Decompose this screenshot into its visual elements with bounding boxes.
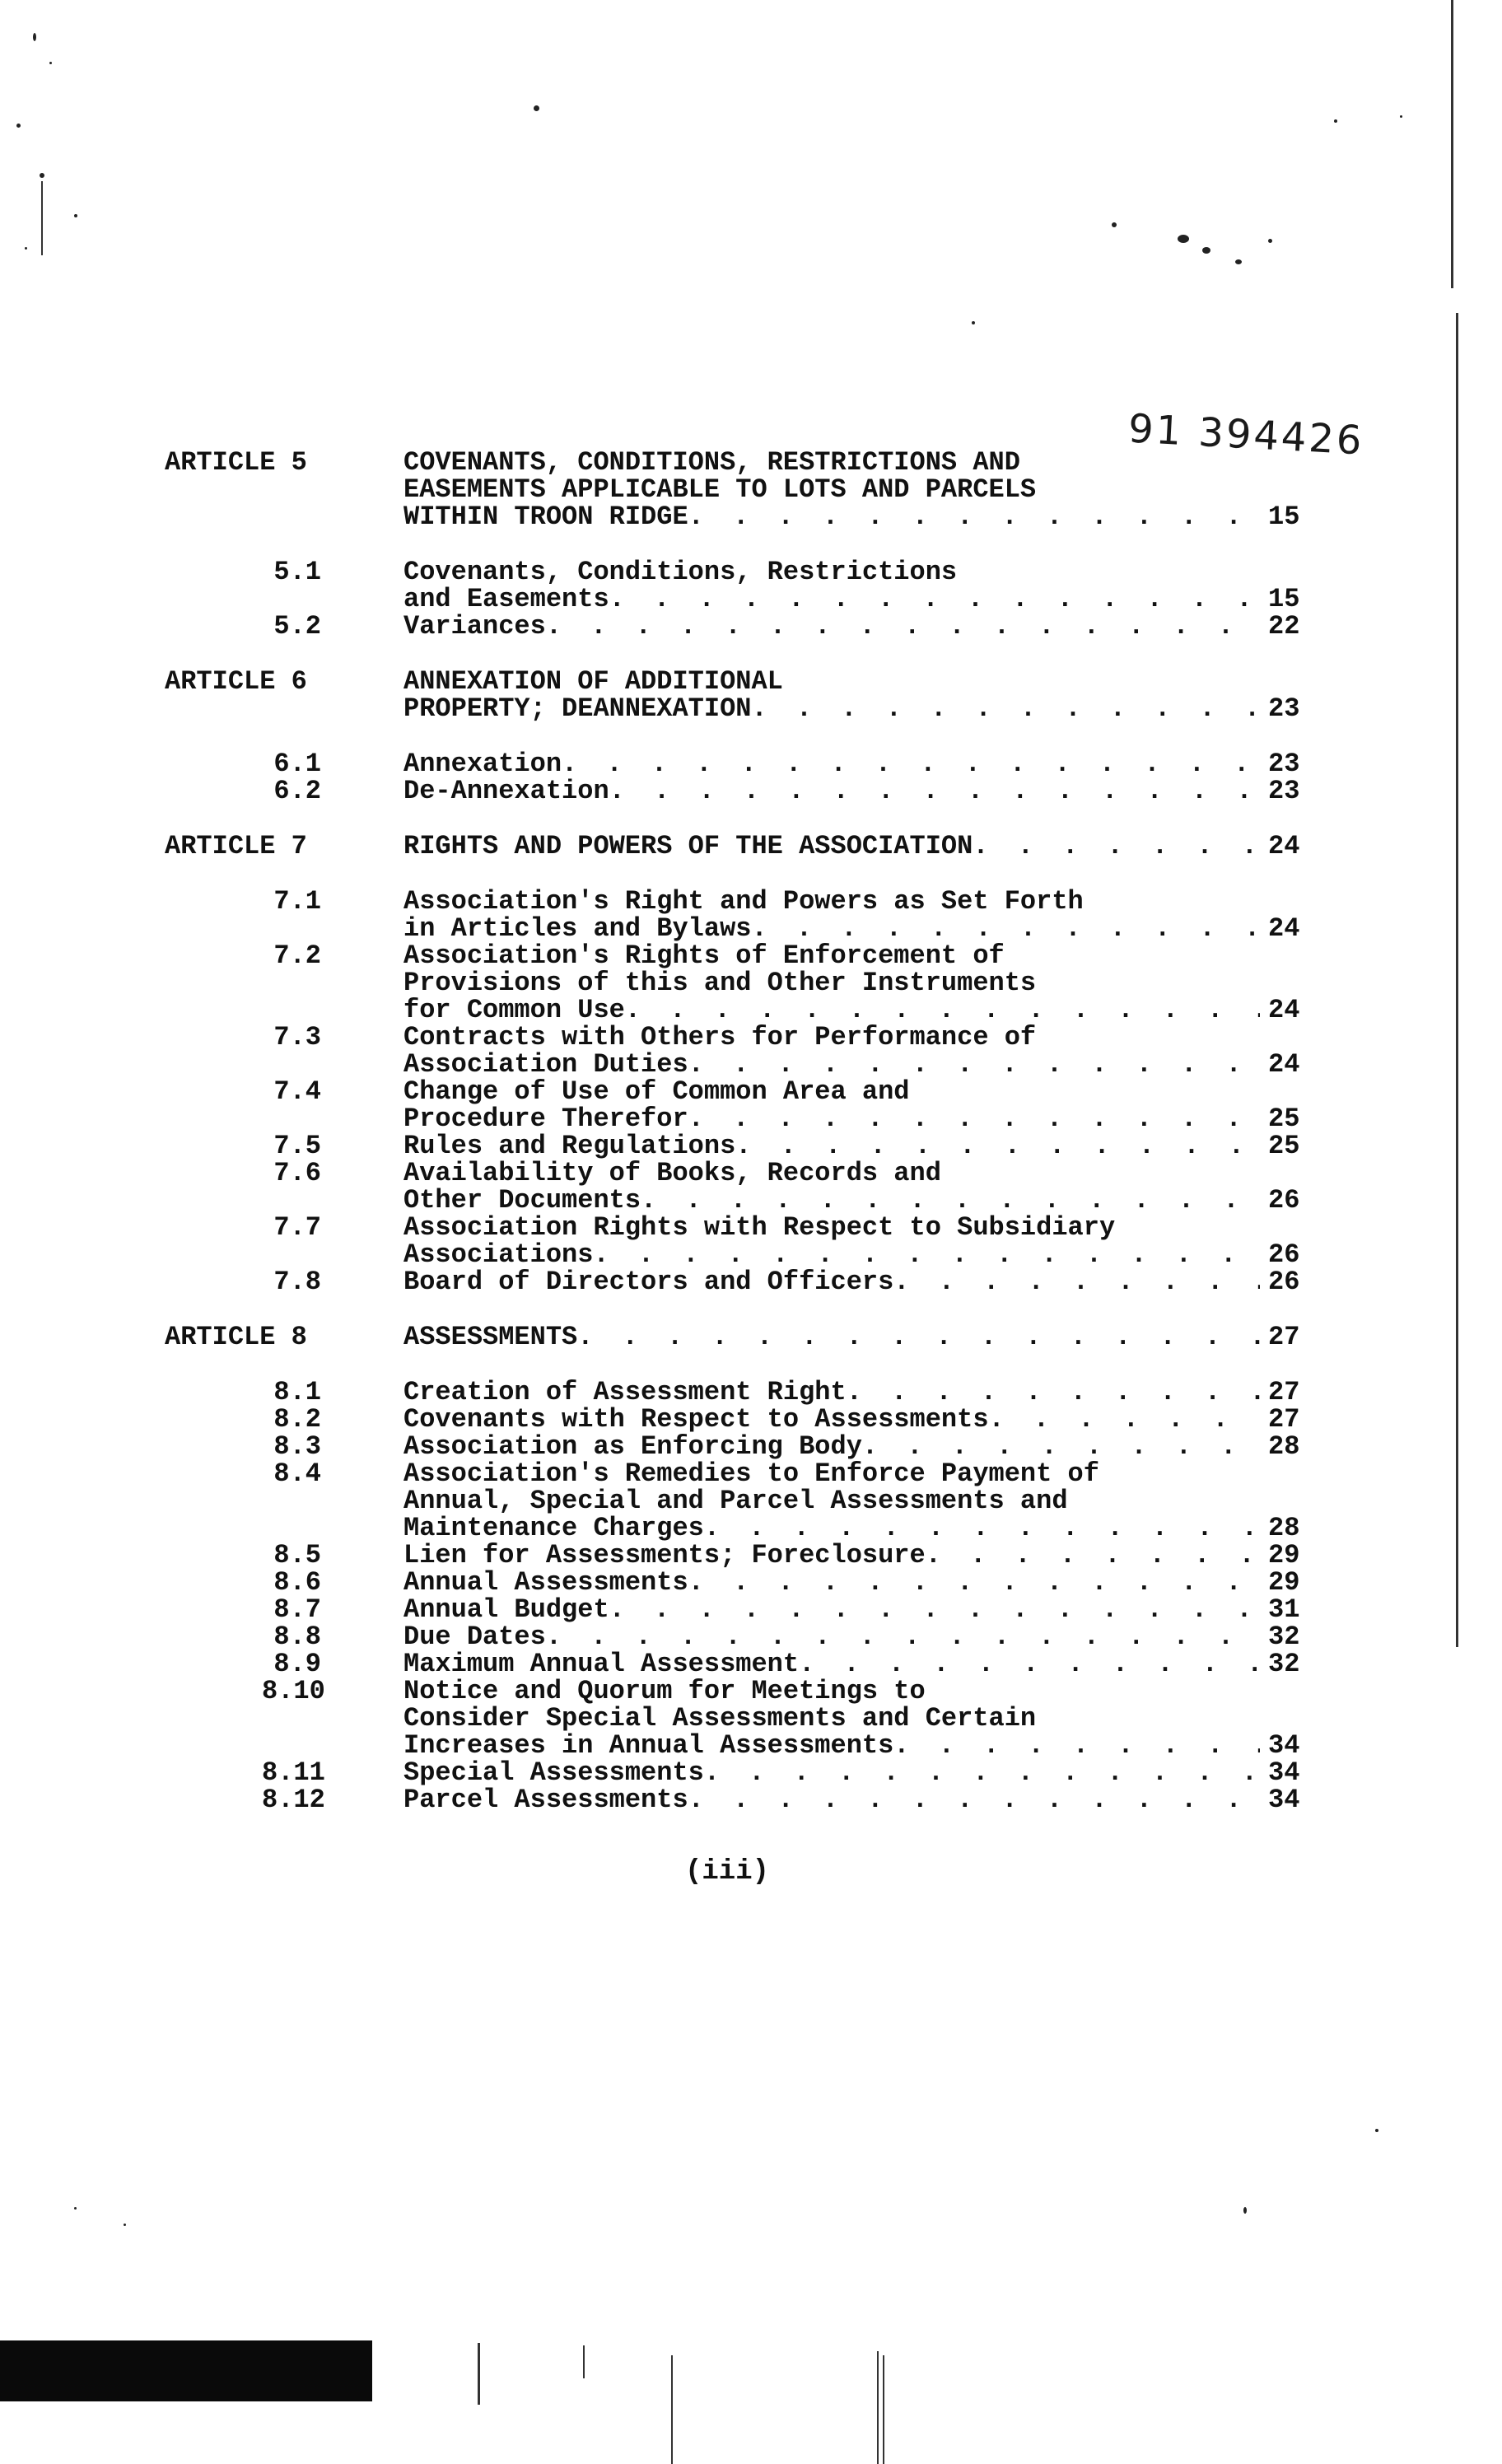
toc-page-number: 15	[1268, 502, 1300, 532]
toc-entry-number: 7.5	[273, 1131, 321, 1161]
document-number-stamp: 91 394426	[1126, 405, 1365, 464]
toc-entry-title	[403, 1024, 1309, 1078]
toc-entry-title	[403, 1406, 1309, 1433]
leader-dots	[735, 1132, 1260, 1160]
toc-entry-number: 8.6	[273, 1567, 321, 1598]
toc-entry-number: 8.12	[262, 1785, 325, 1815]
leader-dots	[751, 915, 1260, 942]
toc-page-number: 29	[1268, 1540, 1300, 1570]
toc-entry-number: 7.6	[273, 1158, 321, 1188]
toc-entry-title	[403, 1323, 1309, 1351]
leader-dots	[641, 1187, 1260, 1214]
leader-dots	[609, 777, 1260, 805]
toc-entry-title	[403, 888, 1309, 942]
toc-title-line: Association's Right and Powers as Set Forth	[403, 888, 1084, 915]
leader-dots	[688, 1786, 1260, 1813]
toc-title-line: Associations	[403, 1241, 594, 1268]
page-number: (iii)	[685, 1856, 770, 1888]
leader-dots	[546, 1623, 1260, 1650]
toc-entry-title	[403, 1650, 1309, 1678]
leader-dots	[688, 1051, 1260, 1078]
leader-dots	[847, 1379, 1260, 1406]
toc-title-line: Procedure Therefor	[403, 1105, 688, 1132]
leader-dots	[893, 1732, 1260, 1759]
toc-entry-number: 8.8	[273, 1622, 321, 1652]
toc-entry-title	[403, 1268, 1309, 1295]
toc-page-number: 26	[1268, 1239, 1300, 1270]
toc-entry-title	[403, 1623, 1309, 1650]
toc-entry-number: 8.4	[273, 1458, 321, 1489]
toc-title-line: Covenants, Conditions, Restrictions	[403, 558, 958, 586]
leader-dots	[688, 1105, 1260, 1132]
toc-title-line: Rules and Regulations	[403, 1132, 736, 1160]
leader-dots	[609, 1596, 1260, 1623]
leader-dots	[593, 1241, 1260, 1268]
toc-title-line: WITHIN TROON RIDGE	[403, 503, 688, 530]
toc-page-number: 24	[1268, 913, 1300, 944]
toc-page-number: 28	[1268, 1513, 1300, 1543]
toc-title-line: Creation of Assessment Right	[403, 1379, 847, 1406]
toc-entry-title	[403, 750, 1309, 777]
toc-page-number: 32	[1268, 1622, 1300, 1652]
toc-entry-number: 7.2	[273, 940, 321, 971]
toc-page-number: 26	[1268, 1267, 1300, 1297]
toc-entry-title	[403, 1214, 1309, 1268]
toc-entry-number: 7.1	[273, 886, 321, 917]
toc-entry-title	[403, 1460, 1309, 1542]
toc-title-line: ASSESSMENTS	[403, 1323, 578, 1351]
toc-entry-number: 6.1	[273, 749, 321, 779]
toc-title-line: for Common Use	[403, 996, 625, 1024]
toc-page-number: 24	[1268, 831, 1300, 861]
toc-title-line: Annual, Special and Parcel Assessments and	[403, 1487, 1068, 1514]
toc-title-line: Covenants with Respect to Assessments	[403, 1406, 989, 1433]
toc-entry-number: 8.11	[262, 1757, 325, 1788]
toc-title-line: Other Documents	[403, 1187, 641, 1214]
toc-entry-number: 7.4	[273, 1076, 321, 1107]
leader-dots	[704, 1514, 1260, 1542]
toc-entry-number: 5.2	[273, 611, 321, 642]
toc-title-line: Board of Directors and Officers	[403, 1268, 894, 1295]
toc-entry-number: 6.2	[273, 776, 321, 806]
toc-entry-title	[403, 777, 1309, 805]
toc-title-line: Contracts with Others for Performance of	[403, 1024, 1037, 1051]
toc-page-number: 23	[1268, 776, 1300, 806]
toc-entry-number: ARTICLE 6	[165, 666, 307, 697]
toc-entry-number: ARTICLE 7	[165, 831, 307, 861]
toc-entry-title	[403, 1078, 1309, 1132]
leader-dots	[577, 1323, 1260, 1351]
toc-title-line: Notice and Quorum for Meetings to	[403, 1678, 926, 1705]
toc-entry-number: 8.2	[273, 1404, 321, 1435]
toc-title-line: Annexation	[403, 750, 562, 777]
toc-title-line: De-Annexation	[403, 777, 609, 805]
leader-dots	[799, 1650, 1260, 1678]
toc-page-number: 22	[1268, 611, 1300, 642]
toc-entry-title	[403, 1542, 1309, 1569]
toc-page-number: 27	[1268, 1404, 1300, 1435]
toc-entry-number: 5.1	[273, 557, 321, 587]
leader-dots	[688, 1569, 1260, 1596]
toc-title-line: Due Dates	[403, 1623, 546, 1650]
toc-entry-number: 8.3	[273, 1431, 321, 1462]
toc-entry-title	[403, 1786, 1309, 1813]
toc-entry-title	[403, 449, 1309, 530]
toc-title-line: Association Duties	[403, 1051, 688, 1078]
toc-title-line: Increases in Annual Assessments	[403, 1732, 894, 1759]
toc-entry-title	[403, 1433, 1309, 1460]
leader-dots	[926, 1542, 1260, 1569]
toc-entry-title	[403, 668, 1309, 722]
leader-dots	[625, 996, 1260, 1024]
toc-entry-number: ARTICLE 8	[165, 1322, 307, 1352]
toc-entry-title	[403, 1160, 1309, 1214]
toc-title-line: Change of Use of Common Area and	[403, 1078, 910, 1105]
toc-page-number: 29	[1268, 1567, 1300, 1598]
toc-page-number: 25	[1268, 1131, 1300, 1161]
toc-page-number: 31	[1268, 1594, 1300, 1625]
toc-entry-title	[403, 833, 1309, 860]
toc-entry-title	[403, 942, 1309, 1024]
leader-dots	[704, 1759, 1260, 1786]
toc-page-number: 34	[1268, 1757, 1300, 1788]
toc-title-line: Consider Special Assessments and Certain	[403, 1705, 1037, 1732]
leader-dots	[688, 503, 1260, 530]
toc-page-number: 27	[1268, 1322, 1300, 1352]
toc-entry-title	[403, 1132, 1309, 1160]
leader-dots	[609, 586, 1260, 613]
toc-title-line: in Articles and Bylaws	[403, 915, 752, 942]
leader-dots	[893, 1268, 1260, 1295]
leader-dots	[751, 695, 1260, 722]
leader-dots	[562, 750, 1260, 777]
toc-title-line: Association's Rights of Enforcement of	[403, 942, 1005, 969]
toc-title-line: Lien for Assessments; Foreclosure	[403, 1542, 926, 1569]
leader-dots	[546, 613, 1260, 640]
toc-entry-number: 7.8	[273, 1267, 321, 1297]
toc-entry-number: 7.3	[273, 1022, 321, 1052]
toc-entry-number: 8.5	[273, 1540, 321, 1570]
toc-title-line: Annual Budget	[403, 1596, 609, 1623]
toc-title-line: Availability of Books, Records and	[403, 1160, 941, 1187]
leader-dots	[973, 833, 1260, 860]
toc-title-line: Maximum Annual Assessment	[403, 1650, 800, 1678]
toc-entry-number: 8.7	[273, 1594, 321, 1625]
toc-page-number: 23	[1268, 693, 1300, 724]
toc-title-line: COVENANTS, CONDITIONS, RESTRICTIONS AND	[403, 449, 1020, 476]
toc-entry-title	[403, 1569, 1309, 1596]
toc-entry-title	[403, 1596, 1309, 1623]
toc-page-number: 15	[1268, 584, 1300, 614]
toc-title-line: Provisions of this and Other Instruments	[403, 969, 1037, 996]
toc-title-line: RIGHTS AND POWERS OF THE ASSOCIATION	[403, 833, 973, 860]
toc-entry-title	[403, 613, 1309, 640]
toc-title-line: EASEMENTS APPLICABLE TO LOTS AND PARCELS	[403, 476, 1037, 503]
toc-entry-number: 8.9	[273, 1649, 321, 1679]
toc-page-number: 24	[1268, 1049, 1300, 1080]
toc-entry-title	[403, 558, 1309, 613]
toc-title-line: Annual Assessments	[403, 1569, 688, 1596]
toc-title-line: ANNEXATION OF ADDITIONAL	[403, 668, 783, 695]
toc-title-line: Association's Remedies to Enforce Payment of	[403, 1460, 1099, 1487]
toc-entry-title	[403, 1379, 1309, 1406]
toc-title-line: and Easements	[403, 586, 609, 613]
toc-page-number: 34	[1268, 1730, 1300, 1761]
toc-page-number: 25	[1268, 1104, 1300, 1134]
toc-entry-number: 7.7	[273, 1212, 321, 1243]
toc-title-line: Association Rights with Respect to Subsidiary	[403, 1214, 1116, 1241]
toc-title-line: Variances	[403, 613, 546, 640]
toc-page-number: 26	[1268, 1185, 1300, 1216]
toc-title-line: Parcel Assessments	[403, 1786, 688, 1813]
toc-page-number: 27	[1268, 1377, 1300, 1407]
toc-entry-number: ARTICLE 5	[165, 447, 307, 478]
toc-page-number: 24	[1268, 995, 1300, 1025]
toc-title-line: PROPERTY; DEANNEXATION	[403, 695, 752, 722]
toc-title-line: Maintenance Charges	[403, 1514, 704, 1542]
toc-page-number: 34	[1268, 1785, 1300, 1815]
toc-entry-number: 8.10	[262, 1676, 325, 1706]
toc-entry-number: 8.1	[273, 1377, 321, 1407]
toc-entry-title	[403, 1759, 1309, 1786]
toc-page-number: 28	[1268, 1431, 1300, 1462]
toc-title-line: Special Assessments	[403, 1759, 704, 1786]
leader-dots	[862, 1433, 1260, 1460]
leader-dots	[989, 1406, 1260, 1433]
toc-entry-title	[403, 1678, 1309, 1759]
toc-title-line: Association as Enforcing Body	[403, 1433, 862, 1460]
toc-page-number: 32	[1268, 1649, 1300, 1679]
toc-page-number: 23	[1268, 749, 1300, 779]
